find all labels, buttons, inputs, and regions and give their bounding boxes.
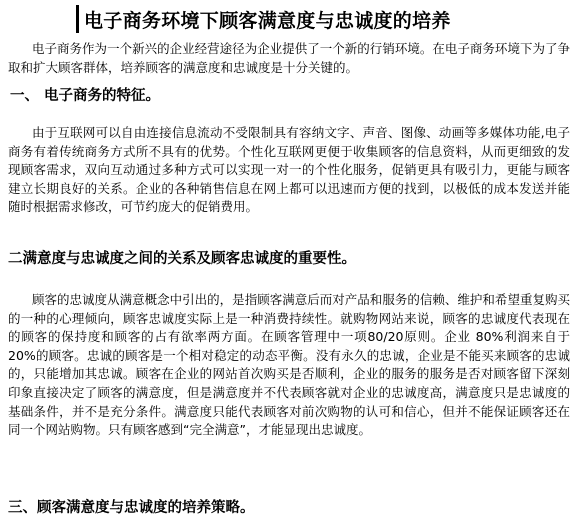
section-heading-2: 二满意度与忠诚度之间的关系及顾客忠诚度的重要性。 xyxy=(8,251,356,267)
section-heading-1: 一、 电子商务的特征。 xyxy=(10,88,161,104)
section-body-1: 由于互联网可以自由连接信息流动不受限制具有容纳文字、声音、图像、动画等多媒体功能,电子商务有着传统商务方式所不具有的优势。个性化互联网更便于收集顾客的信息资料，从而更细致的发现顾客需求，双向互动通过多种方式可以实现一对一的个性化服务，促销更具有吸引力，更能与顾客建立长期良好的关系。企业的各种销售信息在网上都可以迅速而方便的找到，以极低的成本发送并能随时根据需求修改，可节约庞大的促销费用。 xyxy=(8,125,570,215)
intro-paragraph: 电子商务作为一个新兴的企业经营途径为企业提供了一个新的行销环境。在电子商务环境下为了争取和扩大顾客群体，培养顾客的满意度和忠诚度是十分关键的。 xyxy=(8,41,570,75)
title-bar xyxy=(76,5,79,33)
section-body-2: 顾客的忠诚度从满意概念中引出的，是指顾客满意后而对产品和服务的信赖、维护和希望重复购买的一种的心理倾向，顾客忠诚度实际上是一种消费持续性。就购物网站来说，顾客的忠诚度代表现在的顾客的保持度和顾客的占有欲率两方面。在顾客管理中一项80/20原则。企业 80%利润来自于 20%的顾客。忠诚的顾客是一个相对稳定的动态平衡。没有永久的忠诚，企业是不能买来顾客的忠诚的，只能增加其忠诚。顾客在企业的网站首次购买是否顺利，企业的服务的服务是否对顾客留下深刻印象直接决定了顾客的满意度，但是满意度并不代表顾客就对企业的忠诚度高，满意度只是忠诚度的基础条件，并不是充分条件。满意度只能代表顾客对前次购物的认可和信心，但并不能保证顾客还在同一个网站购物。只有顾客感到“完全满意”，才能显现出忠诚度。 xyxy=(8,292,570,438)
page-title: 电子商务环境下顾客满意度与忠诚度的培养 xyxy=(84,9,451,32)
section-heading-3: 三、顾客满意度与忠诚度的培养策略。 xyxy=(8,500,255,516)
title-row xyxy=(76,4,451,34)
